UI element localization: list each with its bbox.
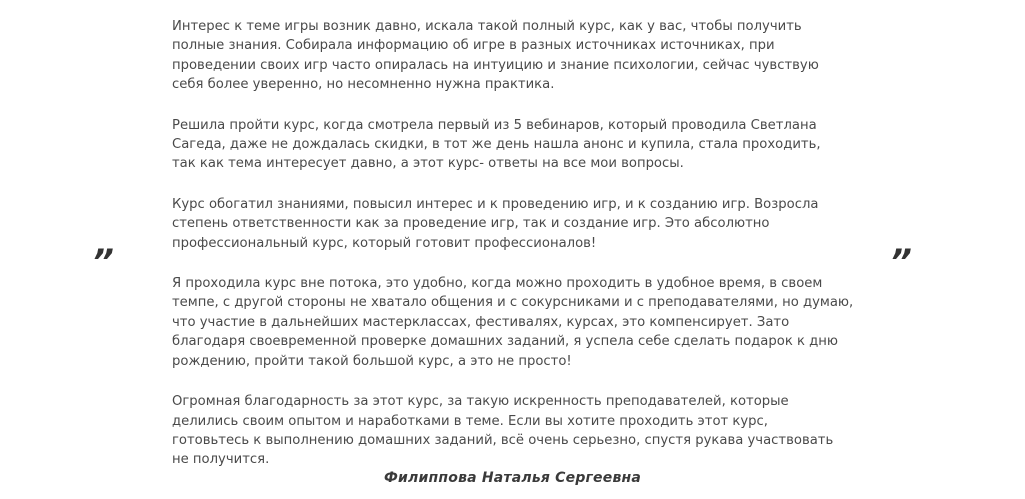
close-quote-icon: ” (890, 242, 910, 282)
testimonial-author: Филиппова Наталья Сергеевна (383, 470, 642, 486)
testimonial-paragraph: Огромная благодарность за этот курс, за такую искренность преподавателей, которые делились своим опытом и наработками в теме. Если вы хотите проходить этот курс, готовьтесь к выполнению домашних заданий, всё очень серьезно, спустя рукава участвовать не получится. (172, 394, 834, 468)
open-quote-icon: ” (92, 242, 112, 282)
testimonial-text (172, 17, 862, 470)
testimonial-paragraph: Курс обогатил знаниями, повысил интерес и к проведению игр, и к созданию игр. Возросла степень ответственности как за проведение игр, так и создание игр. Это абсолютно профессиональный курс, который готовит профессионалов! (172, 196, 819, 251)
testimonial-paragraph: Решила пройти курс, когда смотрела первый из 5 вебинаров, который проводила Светлана Сагеда, даже не дождалась скидки, в тот же день нашла анонс и купила, стала проходить, так как тема интересует давно, а этот курс- ответы на все мои вопросы. (172, 117, 821, 172)
testimonial-paragraph: Интерес к теме игры возник давно, искала такой полный курс, как у вас, чтобы получить полные знания. Собирала информацию об игре в разных источниках источниках, при проведении своих игр часто опиралась на интуицию и знание психологии, сейчас чувствую себя более уверенно, но несомненно нужна практика. (172, 19, 819, 93)
testimonial-paragraph: Я проходила курс вне потока, это удобно, когда можно проходить в удобное время, в своем темпе, с другой стороны не хватало общения и с сокурсниками и с преподавателями, но думаю, что участие в дальнейших мастерклассах, фестивалях, курсах, это компенсирует. Зато благодаря своевременной проверке домашних заданий, я успела себе сделать подарок к дню рождению, пройти такой большой курс, а это не просто! (172, 276, 854, 369)
